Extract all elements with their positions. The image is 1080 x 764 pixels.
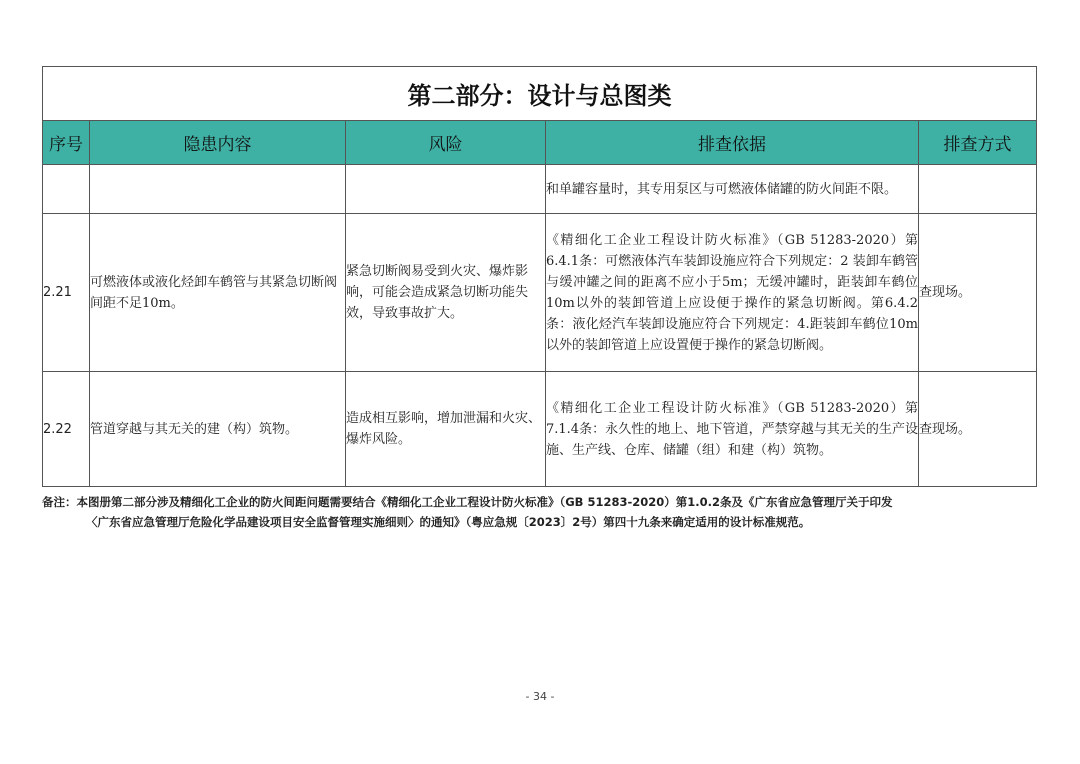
page-title: 第二部分：设计与总图类 (43, 67, 1037, 121)
table-row (43, 214, 1037, 372)
table-row (43, 372, 1037, 487)
footnote (42, 492, 1032, 532)
risk-content: 紧急切断阀易受到火灾、爆炸影响，可能会造成紧急切断功能失效，导致事故扩大。 (346, 214, 546, 372)
risk-content: 造成相互影响，增加泄漏和火灾、爆炸风险。 (346, 372, 546, 487)
risk-content (346, 165, 546, 214)
footnote-line-2: 〈广东省应急管理厅危险化学品建设项目安全监督管理实施细则〉的通知》（粤应急规〔2023〕2号）第四十九条来确定适用的设计标准规范。 (86, 515, 811, 529)
hazard-content: 管道穿越与其无关的建（构）筑物。 (90, 372, 346, 487)
method-content: 查现场。 (919, 372, 1037, 487)
column-header-hazard: 隐患内容 (90, 121, 346, 165)
basis-content: 《精细化工企业工程设计防火标准》（GB 51283-2020）第6.4.1条：可燃液体汽车装卸设施应符合下列规定：2 装卸车鹤管与缓冲罐之间的距离不应小于5m；无缓冲罐时，距装卸车鹤位10m以外的装卸管道上应设便于操作的紧急切断阀。第6.4.2条：液化烃汽车装卸设施应符合下列规定：4.距装卸车鹤位10m以外的装卸管道上应设置便于操作的紧急切断阀。 (546, 214, 919, 372)
column-header-basis: 排查依据 (546, 121, 919, 165)
table-row (43, 165, 1037, 214)
column-header-no: 序号 (43, 121, 90, 165)
basis-content: 和单罐容量时，其专用泵区与可燃液体储罐的防火间距不限。 (546, 165, 919, 214)
hazard-table (42, 66, 1037, 487)
row-number: 2.22 (43, 372, 90, 487)
hazard-content: 可燃液体或液化烃卸车鹤管与其紧急切断阀间距不足10m。 (90, 214, 346, 372)
column-header-risk: 风险 (346, 121, 546, 165)
method-content (919, 165, 1037, 214)
page-number: - 34 - (525, 690, 555, 703)
basis-content: 《精细化工企业工程设计防火标准》（GB 51283-2020）第7.1.4条：永久性的地上、地下管道，严禁穿越与其无关的生产设施、生产线、仓库、储罐（组）和建（构）筑物。 (546, 372, 919, 487)
column-header-method: 排查方式 (919, 121, 1037, 165)
footnote-line-1: 备注：本图册第二部分涉及精细化工企业的防火间距问题需要结合《精细化工企业工程设计防火标准》（GB 51283-2020）第1.0.2条及《广东省应急管理厅关于印发 (42, 495, 893, 509)
method-content: 查现场。 (919, 214, 1037, 372)
hazard-content (90, 165, 346, 214)
row-number: 2.21 (43, 214, 90, 372)
row-number (43, 165, 90, 214)
table-header-row (43, 121, 1037, 165)
